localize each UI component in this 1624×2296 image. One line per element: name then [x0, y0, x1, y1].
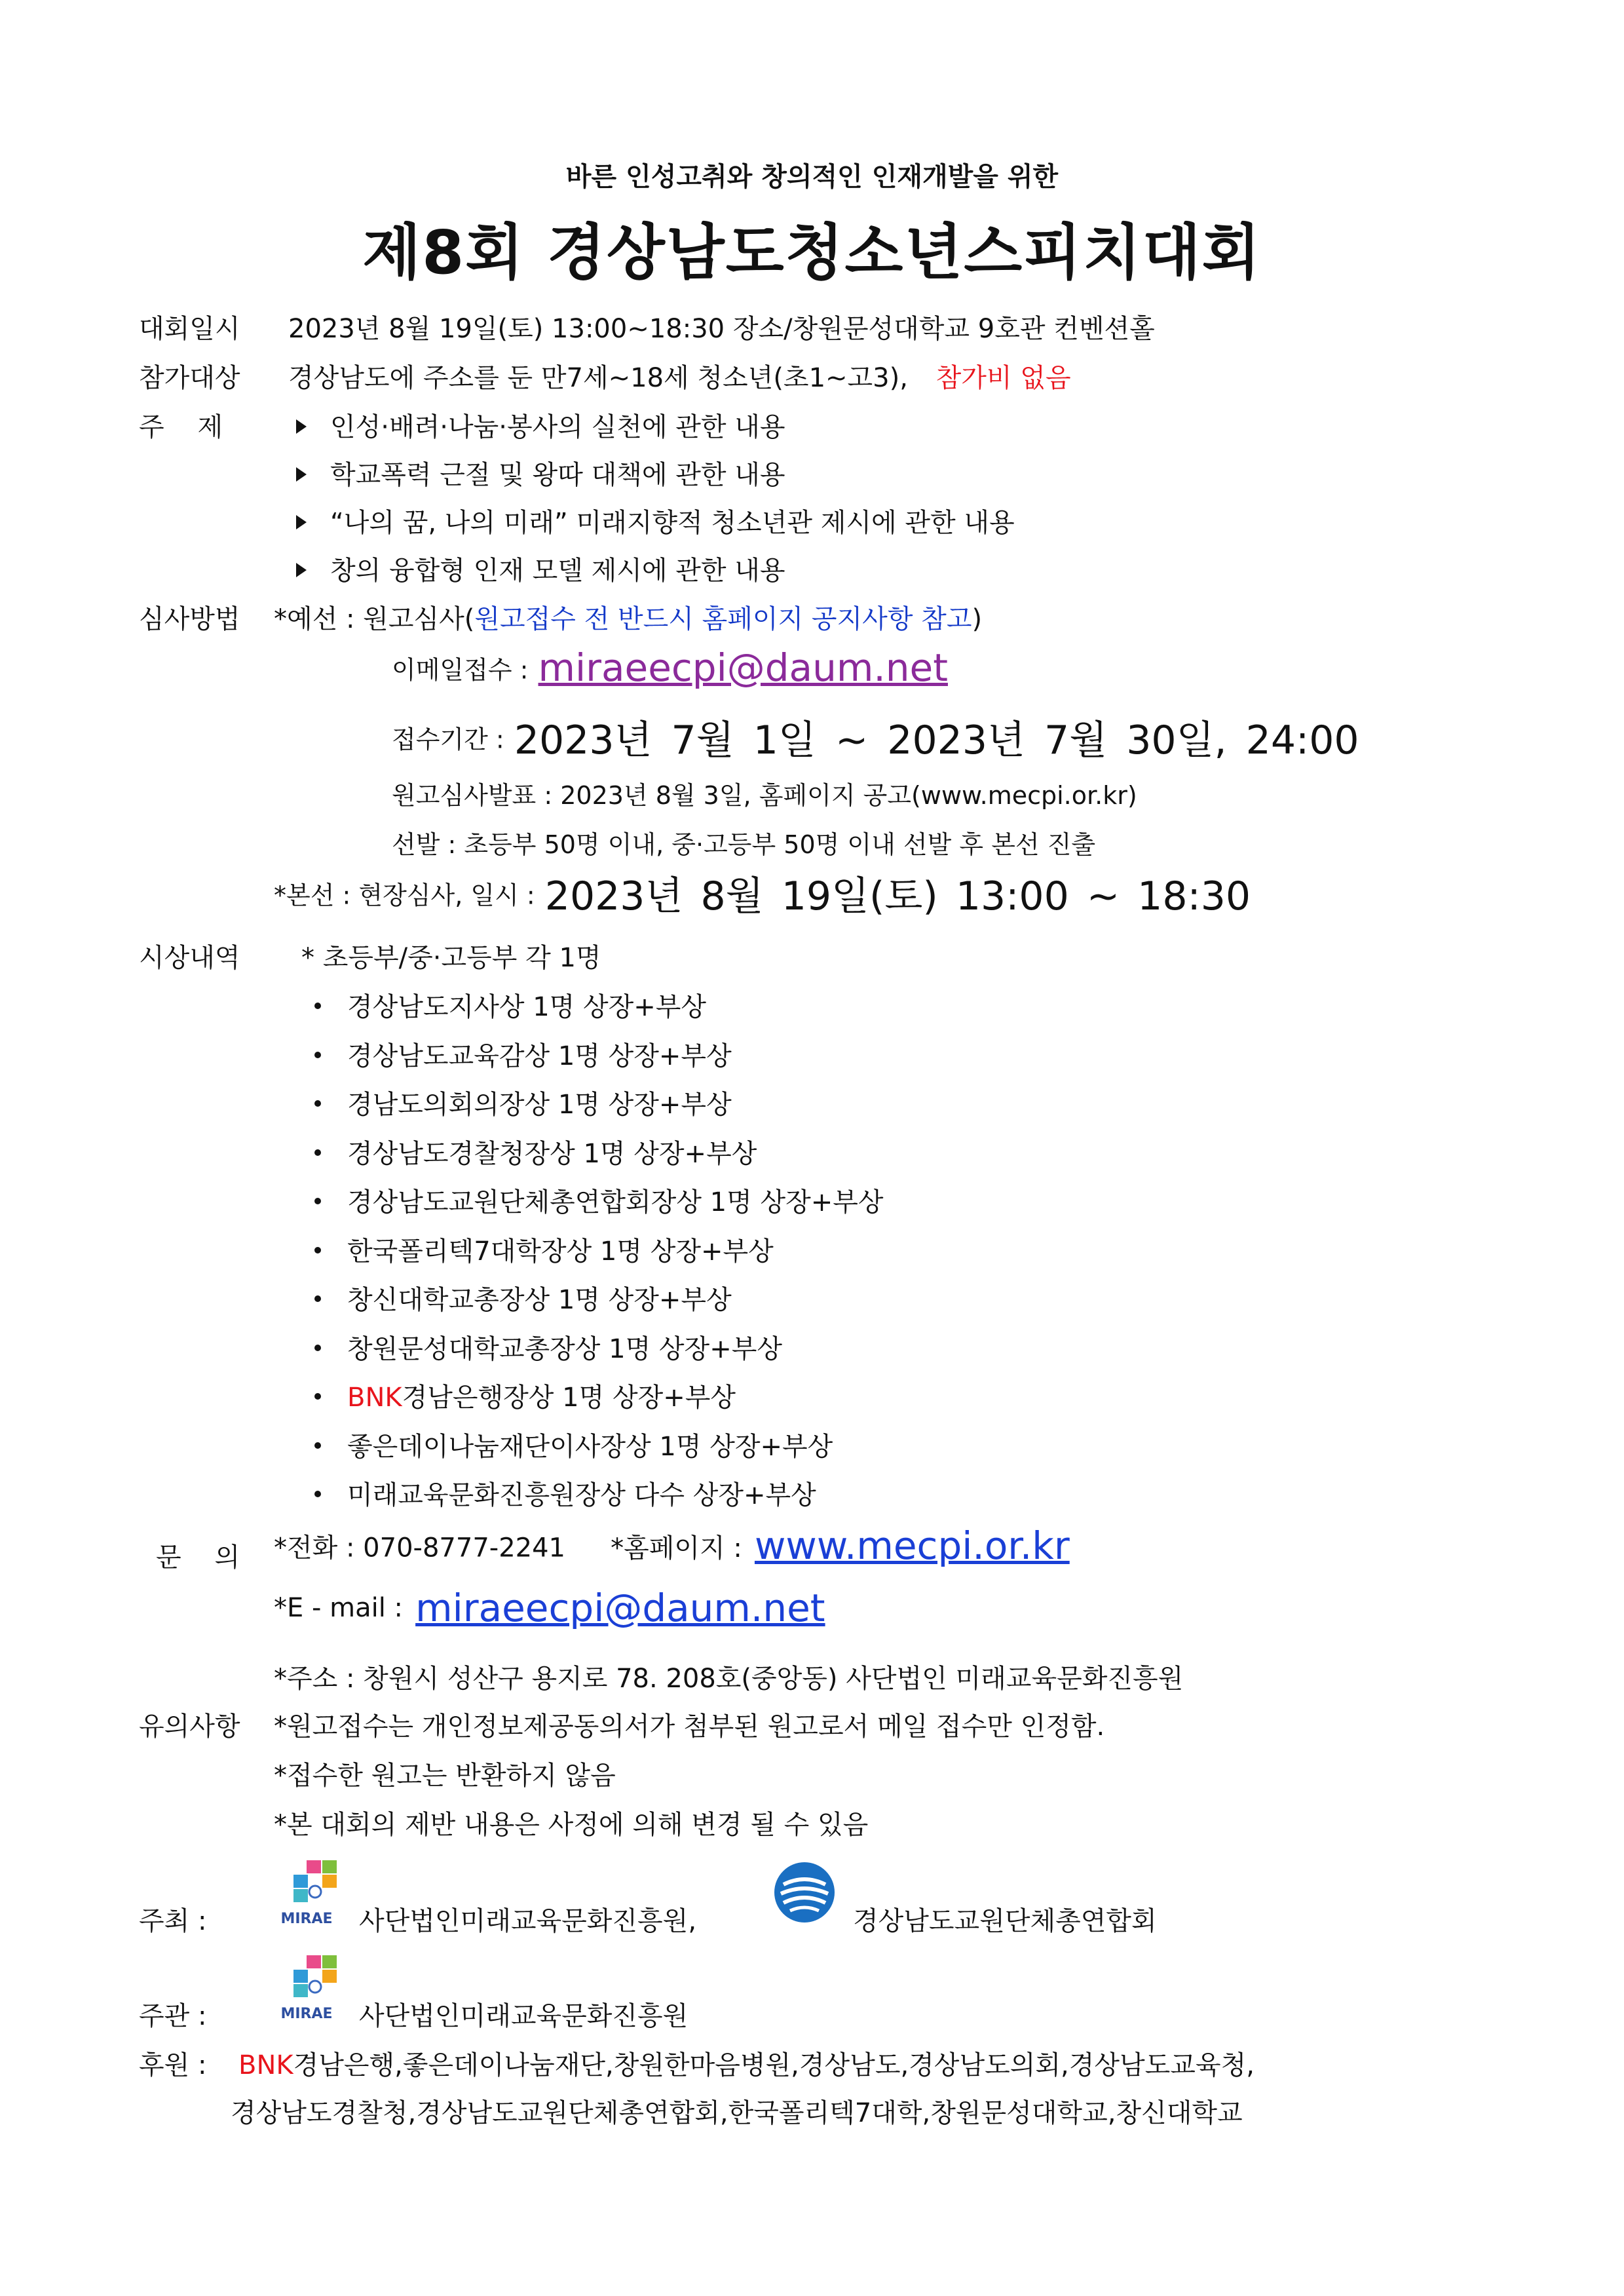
bullet-dot-icon — [314, 1052, 321, 1058]
address-text: *주소 : 창원시 성산구 용지로 78. 208호(중앙동) 사단법인 미래교육문화진흥원 — [274, 1664, 1184, 1694]
award-item: 미래교육문화진흥원장상 다수 상장+부상 — [314, 1474, 816, 1512]
date-text: 2023년 8월 19일(토) 13:00~18:30 장소/창원문성대학교 9호관 컨벤션홀 — [288, 314, 1155, 344]
prelim-line: *예선 : 원고심사(원고접수 전 반드시 홈페이지 공지사항 참고) — [274, 604, 983, 634]
topic-item: 인성·배려·나눔·봉사의 실천에 관한 내용 — [296, 406, 785, 444]
triangle-bullet-icon — [296, 515, 307, 529]
svg-text:MIRAE: MIRAE — [280, 2006, 333, 2022]
triangle-bullet-icon — [296, 467, 307, 482]
sponsor-line2: 경상남도경찰청,경상남도교원단체총연합회,한국폴리텍7대학,창원문성대학교,창신대학교 — [231, 2098, 1243, 2128]
mirae-logo — [267, 1858, 346, 1939]
contact-label: 문 의 — [156, 1542, 240, 1573]
page-title: 제8회 경상남도청소년스피치대회 — [362, 218, 1262, 288]
topic-item: “나의 꿈, 나의 미래” 미래지향적 청소년관 제시에 관한 내용 — [296, 502, 1015, 539]
bullet-dot-icon — [314, 1149, 321, 1156]
topic-item: 창의 융합형 인재 모델 제시에 관한 내용 — [296, 550, 785, 587]
period-value: 2023년 7월 1일 ~ 2023년 7월 30일, 24:00 — [514, 718, 1359, 763]
bullet-dot-icon — [314, 1247, 321, 1253]
awards-intro: * 초등부/중·고등부 각 1명 — [301, 943, 601, 973]
bullet-dot-icon — [314, 1442, 321, 1449]
award-item: 경상남도교육감상 1명 상장+부상 — [314, 1035, 732, 1073]
phone-text: *전화 : 070-8777-2241 — [274, 1533, 565, 1563]
final-date: 2023년 8월 19일(토) 13:00 ~ 18:30 — [544, 873, 1251, 919]
homepage-link[interactable]: www.mecpi.or.kr — [754, 1523, 1070, 1568]
award-item: 한국폴리텍7대학장상 1명 상장+부상 — [314, 1231, 774, 1268]
email-link[interactable]: miraeecpi@daum.net — [538, 645, 948, 690]
bullet-dot-icon — [314, 1295, 321, 1302]
period-line: 접수기간 : 2023년 7월 1일 ~ 2023년 7월 30일, 24:00 — [392, 718, 1359, 763]
topic-item: 학교폭력 근절 및 왕따 대책에 관한 내용 — [296, 454, 785, 491]
bullet-dot-icon — [314, 1345, 321, 1351]
svg-text:MIRAE: MIRAE — [280, 1911, 333, 1927]
bullet-dot-icon — [314, 1003, 321, 1009]
host-org1: 사단법인미래교육문화진흥원, — [359, 1906, 697, 1936]
announce-line: 원고심사발표 : 2023년 8월 3일, 홈페이지 공고(www.mecpi.or.kr) — [392, 781, 1137, 810]
fee-badge: 참가비 없음 — [935, 363, 1071, 393]
select-line: 선발 : 초등부 50명 이내, 중·고등부 50명 이내 선발 후 본선 진출 — [392, 830, 1096, 859]
award-item: BNK경남은행장상 1명 상장+부상 — [314, 1377, 736, 1414]
sponsor-label: 후원 : — [139, 2050, 207, 2080]
topic-label: 주 제 — [139, 412, 223, 442]
award-item: 좋은데이나눔재단이사장상 1명 상장+부상 — [314, 1426, 833, 1463]
note-item: *원고접수는 개인정보제공동의서가 첨부된 원고로서 메일 접수만 인정함. — [274, 1712, 1105, 1742]
contact-email-link[interactable]: miraeecpi@daum.net — [415, 1586, 825, 1630]
triangle-bullet-icon — [296, 563, 307, 577]
bullet-dot-icon — [314, 1100, 321, 1107]
award-item: 경상남도경찰청장상 1명 상장+부상 — [314, 1133, 757, 1170]
award-item: 경상남도지사상 1명 상장+부상 — [314, 986, 706, 1024]
kfta-logo — [772, 1860, 837, 1928]
sponsor-line1: BNK경남은행,좋은데이나눔재단,창원한마음병원,경상남도,경상남도의회,경상남도교육청, — [238, 2050, 1255, 2080]
bullet-dot-icon — [314, 1198, 321, 1204]
award-item: 경상남도교원단체총연합회장상 1명 상장+부상 — [314, 1181, 884, 1219]
mirae-logo — [267, 1953, 346, 2034]
organizer-label: 주관 : — [139, 2001, 207, 2031]
award-item: 경남도의회의장상 1명 상장+부상 — [314, 1084, 732, 1121]
host-org2: 경상남도교원단체총연합회 — [853, 1906, 1157, 1936]
date-label: 대회일시 — [139, 314, 240, 344]
target-text: 경상남도에 주소를 둔 만7세~18세 청소년(초1~고3), — [288, 363, 908, 393]
note-item: *본 대회의 제반 내용은 사정에 의해 변경 될 수 있음 — [274, 1810, 869, 1840]
target-label: 참가대상 — [139, 363, 240, 393]
awards-label: 시상내역 — [139, 943, 240, 973]
contact-phone-line: *전화 : 070-8777-2241 *홈페이지 : www.mecpi.or.kr — [274, 1523, 1070, 1568]
award-item: 창원문성대학교총장상 1명 상장+부상 — [314, 1328, 782, 1366]
contact-email-line: *E - mail : miraeecpi@daum.net — [274, 1586, 825, 1630]
host-label: 주최 : — [139, 1906, 207, 1936]
bullet-dot-icon — [314, 1393, 321, 1400]
review-label: 심사방법 — [139, 604, 240, 634]
prelim-note: 원고접수 전 반드시 홈페이지 공지사항 참고 — [474, 604, 972, 634]
bullet-dot-icon — [314, 1491, 321, 1497]
target-row — [288, 357, 1071, 394]
email-line: 이메일접수 : miraeecpi@daum.net — [392, 645, 948, 690]
triangle-bullet-icon — [296, 419, 307, 434]
award-item: 창신대학교총장상 1명 상장+부상 — [314, 1279, 732, 1316]
organizer-org: 사단법인미래교육문화진흥원 — [359, 2001, 689, 2031]
notes-label: 유의사항 — [139, 1712, 240, 1742]
final-line: *본선 : 현장심사, 일시 : 2023년 8월 19일(토) 13:00 ~ 18:30 — [274, 873, 1251, 919]
note-item: *접수한 원고는 반환하지 않음 — [274, 1761, 616, 1791]
subtitle: 바른 인성고취와 창의적인 인재개발을 위한 — [565, 162, 1059, 192]
